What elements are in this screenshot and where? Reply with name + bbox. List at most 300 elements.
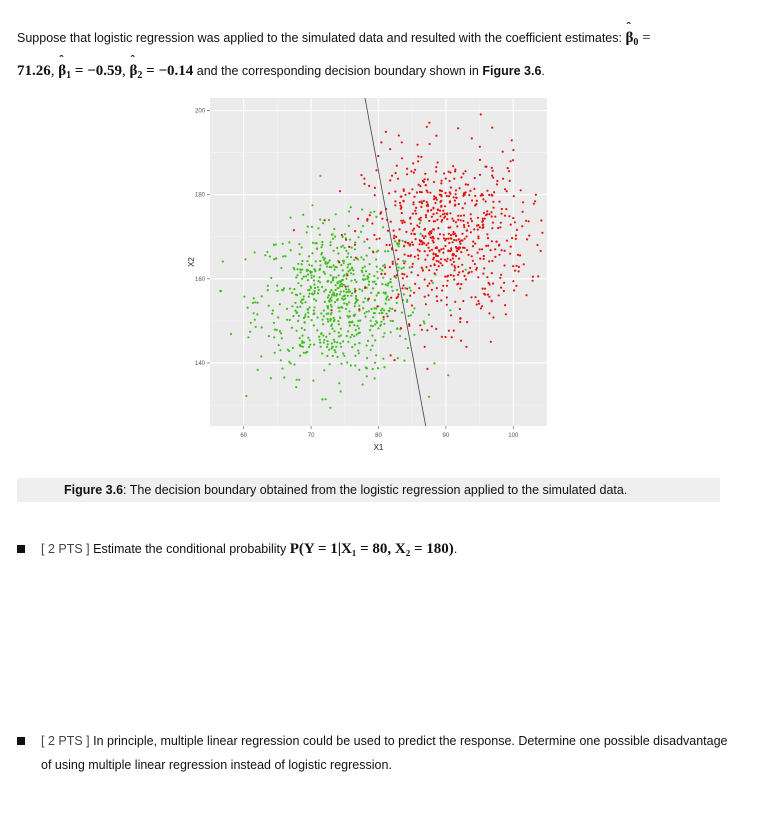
data-point (357, 218, 359, 220)
data-point (375, 216, 377, 218)
data-point (410, 271, 412, 273)
data-point (368, 273, 370, 275)
data-point (435, 135, 437, 137)
data-point (506, 240, 508, 242)
data-point (435, 328, 437, 330)
data-point (330, 318, 332, 320)
data-point (387, 250, 389, 252)
data-point (492, 177, 494, 179)
data-point (412, 213, 414, 215)
beta2-symbol: ˆ $\beta_2$ (130, 57, 143, 90)
data-point (452, 241, 454, 243)
data-point (440, 221, 442, 223)
question-1-text: Estimate the conditional probability (89, 542, 290, 556)
data-point (325, 398, 327, 400)
data-point (360, 174, 362, 176)
data-point (503, 290, 505, 292)
question-1-math: P(Y = 1|X₁ = 80, X₂ = 180) (289, 541, 454, 557)
data-point (299, 306, 301, 308)
data-point (401, 287, 403, 289)
data-point (338, 323, 340, 325)
data-point (348, 210, 350, 212)
data-point (432, 282, 434, 284)
data-point (389, 266, 391, 268)
data-point (307, 226, 309, 228)
data-point (511, 237, 513, 239)
data-point (500, 274, 502, 276)
data-point (420, 206, 422, 208)
data-point (410, 170, 412, 172)
data-point (409, 266, 411, 268)
data-point (308, 255, 310, 257)
data-point (333, 339, 335, 341)
data-point (501, 208, 503, 210)
data-point (408, 192, 410, 194)
data-point (247, 336, 249, 338)
data-point (384, 273, 386, 275)
data-point (457, 219, 459, 221)
data-point (434, 202, 436, 204)
data-point (390, 278, 392, 280)
data-point (329, 291, 331, 293)
data-point (346, 256, 348, 258)
data-point (498, 244, 500, 246)
data-point (333, 250, 335, 252)
data-point (419, 222, 421, 224)
data-point (360, 256, 362, 258)
data-point (370, 349, 372, 351)
data-point (413, 307, 415, 309)
data-point (307, 337, 309, 339)
data-point (351, 346, 353, 348)
y-tick-label: 200 (194, 108, 205, 115)
data-point (354, 343, 356, 345)
data-point (511, 139, 513, 141)
caption-label: Figure 3.6 (64, 483, 124, 497)
data-point (354, 365, 356, 367)
data-point (464, 202, 466, 204)
data-point (533, 203, 535, 205)
data-point (372, 325, 374, 327)
data-point (509, 180, 511, 182)
data-point (365, 316, 367, 318)
data-point (437, 161, 439, 163)
data-point (393, 235, 395, 237)
data-point (515, 234, 517, 236)
data-point (469, 190, 471, 192)
data-point (362, 383, 364, 385)
data-point (367, 276, 369, 278)
data-point (416, 144, 418, 146)
data-point (488, 282, 490, 284)
data-point (362, 225, 364, 227)
data-point (331, 234, 333, 236)
data-point (344, 294, 346, 296)
data-point (313, 283, 315, 285)
data-point (421, 329, 423, 331)
data-point (296, 312, 298, 314)
data-point (404, 241, 406, 243)
data-point (430, 236, 432, 238)
data-point (364, 287, 366, 289)
data-point (301, 327, 303, 329)
data-point (325, 336, 327, 338)
scatter-plot (180, 96, 550, 456)
data-point (311, 277, 313, 279)
data-point (304, 316, 306, 318)
data-point (368, 298, 370, 300)
data-point (279, 303, 281, 305)
data-point (452, 165, 454, 167)
data-point (398, 266, 400, 268)
data-point (426, 329, 428, 331)
data-point (374, 362, 376, 364)
data-point (311, 252, 313, 254)
data-point (282, 255, 284, 257)
data-point (394, 240, 396, 242)
data-point (417, 258, 419, 260)
data-point (459, 187, 461, 189)
data-point (313, 324, 315, 326)
data-point (323, 315, 325, 317)
data-point (389, 244, 391, 246)
data-point (457, 215, 459, 217)
data-point (343, 290, 345, 292)
data-point (491, 215, 493, 217)
data-point (433, 241, 435, 243)
data-point (313, 309, 315, 311)
data-point (297, 282, 299, 284)
data-point (397, 357, 399, 359)
data-point (279, 349, 281, 351)
data-point (381, 283, 383, 285)
data-point (384, 264, 386, 266)
data-point (321, 352, 323, 354)
data-point (504, 304, 506, 306)
data-point (512, 265, 514, 267)
data-point (408, 323, 410, 325)
data-point (485, 166, 487, 168)
x-tick-label: 80 (375, 433, 382, 439)
y-tick-label: 180 (194, 192, 205, 199)
data-point (319, 276, 321, 278)
data-point (456, 250, 458, 252)
data-point (348, 321, 350, 323)
data-point (396, 263, 398, 265)
data-point (447, 250, 449, 252)
data-point (412, 201, 414, 203)
data-point (230, 333, 232, 335)
data-point (425, 214, 427, 216)
data-point (342, 299, 344, 301)
data-point (290, 249, 292, 251)
data-point (440, 200, 442, 202)
data-point (332, 238, 334, 240)
data-point (309, 289, 311, 291)
data-point (458, 271, 460, 273)
data-point (291, 292, 293, 294)
data-point (339, 190, 341, 192)
data-point (468, 254, 470, 256)
data-point (334, 351, 336, 353)
question-2-text: In principle, multiple linear regression could be used to predict the response. Determine one possible disadvantage of using multiple linear regression instead of logistic regression. (41, 734, 728, 772)
data-point (380, 324, 382, 326)
data-point (482, 198, 484, 200)
data-point (292, 347, 294, 349)
data-point (437, 209, 439, 211)
data-point (456, 197, 458, 199)
data-point (395, 236, 397, 238)
data-point (450, 247, 452, 249)
data-point (410, 233, 412, 235)
data-point (381, 312, 383, 314)
data-point (288, 361, 290, 363)
intro-text-1: Suppose that logistic regression was applied to the simulated data and resulted with the coefficient estimates: (17, 31, 626, 45)
data-point (443, 172, 445, 174)
data-point (409, 244, 411, 246)
data-point (433, 257, 435, 259)
data-point (425, 184, 427, 186)
data-point (313, 313, 315, 315)
y-tick-label: 140 (194, 360, 205, 367)
data-point (335, 213, 337, 215)
data-point (316, 242, 318, 244)
data-point (309, 306, 311, 308)
data-point (458, 238, 460, 240)
data-point (460, 219, 462, 221)
data-point (438, 250, 440, 252)
data-point (468, 225, 470, 227)
data-point (298, 379, 300, 381)
data-point (473, 228, 475, 230)
data-point (359, 332, 361, 334)
data-point (492, 316, 494, 318)
data-point (315, 260, 317, 262)
data-point (420, 200, 422, 202)
data-point (319, 260, 321, 262)
data-point (377, 155, 379, 157)
data-point (317, 280, 319, 282)
data-point (307, 273, 309, 275)
data-point (378, 312, 380, 314)
data-point (357, 350, 359, 352)
beta0-equals: = (638, 30, 651, 46)
data-point (283, 287, 285, 289)
data-point (329, 363, 331, 365)
data-point (372, 251, 374, 253)
data-point (460, 283, 462, 285)
data-point (390, 331, 392, 333)
data-point (383, 292, 385, 294)
data-point (428, 314, 430, 316)
data-point (301, 278, 303, 280)
data-point (374, 339, 376, 341)
data-point (313, 275, 315, 277)
data-point (293, 288, 295, 290)
data-point (446, 260, 448, 262)
data-point (481, 248, 483, 250)
data-point (399, 202, 401, 204)
data-point (467, 184, 469, 186)
data-point (346, 335, 348, 337)
data-point (307, 269, 309, 271)
data-point (319, 234, 321, 236)
data-point (313, 279, 315, 281)
data-point (426, 190, 428, 192)
data-point (435, 197, 437, 199)
data-point (437, 227, 439, 229)
data-point (324, 261, 326, 263)
data-point (453, 178, 455, 180)
data-point (441, 336, 443, 338)
data-point (503, 264, 505, 266)
data-point (451, 218, 453, 220)
data-point (362, 301, 364, 303)
data-point (357, 299, 359, 301)
data-point (338, 280, 340, 282)
data-point (346, 274, 348, 276)
data-point (358, 327, 360, 329)
data-point (401, 312, 403, 314)
figure-reference: Figure 3.6 (482, 64, 542, 78)
data-point (431, 216, 433, 218)
data-point (493, 191, 495, 193)
data-point (373, 234, 375, 236)
data-point (358, 236, 360, 238)
data-point (267, 289, 269, 291)
data-point (330, 312, 332, 314)
data-point (483, 255, 485, 257)
data-point (253, 297, 255, 299)
data-point (347, 341, 349, 343)
data-point (401, 268, 403, 270)
data-point (299, 355, 301, 357)
data-point (491, 272, 493, 274)
data-point (482, 224, 484, 226)
data-point (334, 236, 336, 238)
data-point (335, 276, 337, 278)
data-point (504, 215, 506, 217)
data-point (394, 310, 396, 312)
x-tick-label: 90 (442, 433, 450, 439)
data-point (357, 320, 359, 322)
data-point (364, 278, 366, 280)
data-point (473, 188, 475, 190)
data-point (460, 340, 462, 342)
data-point (296, 294, 298, 296)
data-point (361, 290, 363, 292)
data-point (412, 203, 414, 205)
data-point (397, 178, 399, 180)
beta2-value: = −0.14 (142, 63, 194, 79)
data-point (446, 304, 448, 306)
data-point (477, 229, 479, 231)
beta1-value: = −0.59 (71, 63, 123, 79)
data-point (307, 279, 309, 281)
data-point (483, 258, 485, 260)
data-point (357, 258, 359, 260)
data-point (398, 245, 400, 247)
data-point (452, 231, 454, 233)
data-point (520, 189, 522, 191)
data-point (501, 249, 503, 251)
data-point (403, 262, 405, 264)
data-point (485, 214, 487, 216)
data-point (306, 351, 308, 353)
data-point (433, 362, 435, 364)
data-point (444, 336, 446, 338)
data-point (386, 313, 388, 315)
data-point (424, 178, 426, 180)
data-point (379, 268, 381, 270)
data-point (330, 274, 332, 276)
data-point (411, 304, 413, 306)
data-point (303, 295, 305, 297)
data-point (277, 316, 279, 318)
data-point (309, 339, 311, 341)
data-point (335, 284, 337, 286)
data-point (349, 291, 351, 293)
data-point (453, 265, 455, 267)
data-point (423, 200, 425, 202)
data-point (442, 285, 444, 287)
data-point (411, 266, 413, 268)
data-point (383, 366, 385, 368)
data-point (490, 211, 492, 213)
data-point (409, 255, 411, 257)
data-point (342, 245, 344, 247)
data-point (332, 264, 334, 266)
data-point (333, 317, 335, 319)
data-point (449, 309, 451, 311)
data-point (373, 211, 375, 213)
data-point (368, 185, 370, 187)
data-point (358, 342, 360, 344)
data-point (442, 210, 444, 212)
data-point (261, 295, 263, 297)
data-point (446, 258, 448, 260)
data-point (383, 309, 385, 311)
data-point (245, 395, 247, 397)
data-point (374, 323, 376, 325)
data-point (328, 219, 330, 221)
data-point (276, 285, 278, 287)
data-point (332, 278, 334, 280)
data-point (455, 235, 457, 237)
bullet-square-icon (17, 545, 25, 553)
data-point (384, 266, 386, 268)
data-point (330, 304, 332, 306)
y-tick-label: 160 (194, 276, 205, 283)
data-point (280, 359, 282, 361)
data-point (331, 328, 333, 330)
data-point (284, 255, 286, 257)
data-point (353, 315, 355, 317)
data-point (404, 194, 406, 196)
data-point (457, 274, 459, 276)
data-point (363, 178, 365, 180)
data-point (486, 276, 488, 278)
data-point (354, 355, 356, 357)
data-point (427, 178, 429, 180)
data-point (443, 234, 445, 236)
data-point (447, 275, 449, 277)
data-point (446, 218, 448, 220)
data-point (498, 254, 500, 256)
data-point (281, 337, 283, 339)
data-point (470, 231, 472, 233)
data-point (450, 186, 452, 188)
